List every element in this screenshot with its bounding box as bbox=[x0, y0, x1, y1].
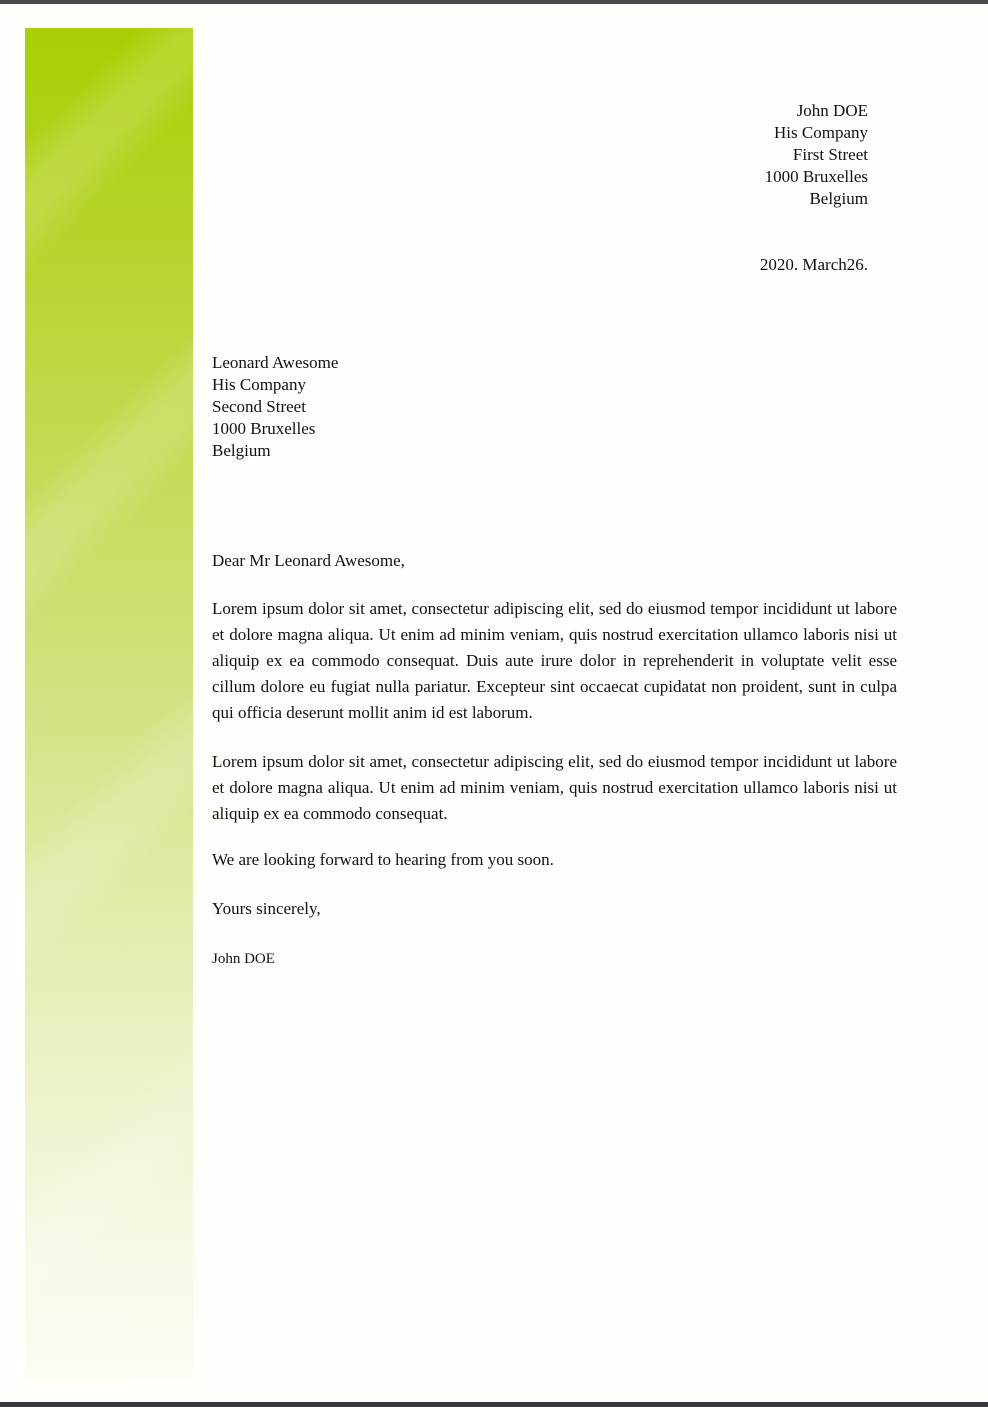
recipient-street: Second Street bbox=[212, 397, 306, 416]
sender-street: First Street bbox=[792, 145, 868, 164]
sender-country: Belgium bbox=[809, 189, 868, 208]
recipient-city: 1000 Bruxelles bbox=[212, 419, 316, 438]
sender-address bbox=[765, 100, 868, 210]
letter-date: 2020. March26. bbox=[759, 255, 868, 274]
salutation: Dear Mr Leonard Awesome, bbox=[212, 551, 405, 570]
recipient-company: His Company bbox=[212, 375, 306, 394]
recipient-name: Leonard Awesome bbox=[212, 353, 339, 372]
sender-city: 1000 Bruxelles bbox=[764, 167, 868, 186]
recipient-country: Belgium bbox=[212, 441, 271, 460]
sender-name: John DOE bbox=[796, 101, 868, 120]
sender-company: His Company bbox=[774, 123, 868, 142]
valediction: Yours sincerely, bbox=[212, 899, 321, 918]
bottom-border bbox=[0, 1402, 988, 1407]
top-border bbox=[0, 0, 988, 4]
body-paragraph: Lorem ipsum dolor sit amet, consectetur adipiscing elit, sed do eiusmod tempor incididunt ut labore et dolore magna aliqua. Ut enim ad minim veniam, quis nostrud exercitation ullamco laboris nisi ut aliquip ex ea commodo consequat. bbox=[212, 752, 897, 823]
recipient-address bbox=[212, 352, 338, 462]
body-paragraph: Lorem ipsum dolor sit amet, consectetur adipiscing elit, sed do eiusmod tempor incididunt ut labore et dolore magna aliqua. Ut enim ad minim veniam, quis nostrud exercitation ullamco laboris nisi ut aliquip ex ea commodo consequat. Duis aute irure dolor in reprehenderit in voluptate velit esse cillum dolore eu fugiat nulla pariatur. Excepteur sint occaecat cupidatat non proident, sunt in culpa qui officia deserunt mollit anim id est laborum. bbox=[212, 599, 897, 722]
accent-gradient-bar bbox=[25, 28, 193, 1380]
closing-line: We are looking forward to hearing from you soon. bbox=[212, 850, 554, 869]
signature-name: John DOE bbox=[212, 951, 275, 967]
